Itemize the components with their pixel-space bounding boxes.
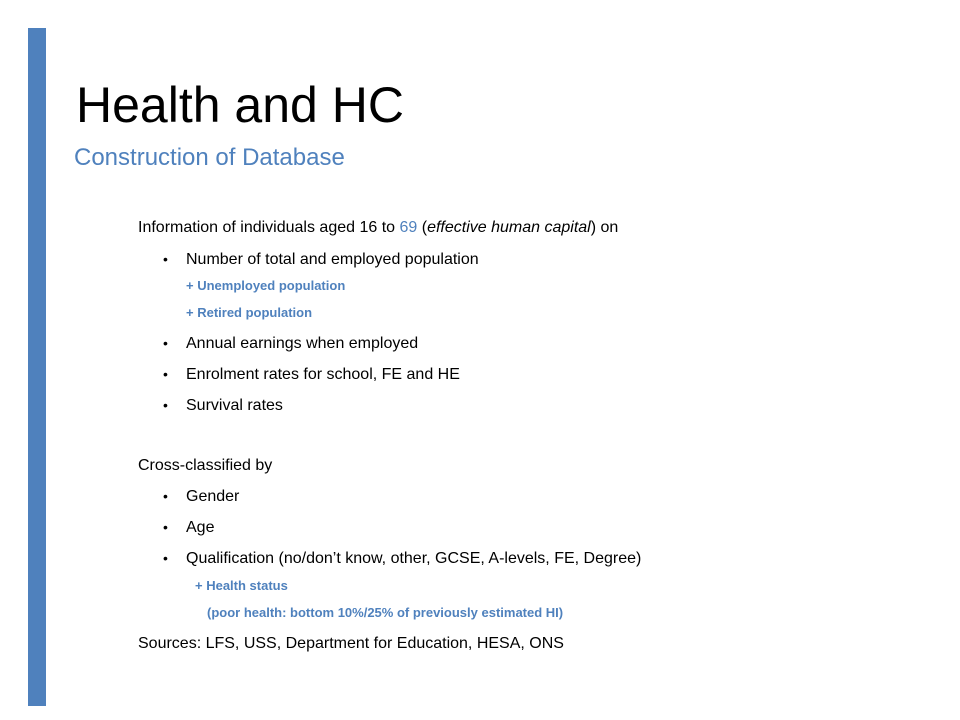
bullet-dot: • (163, 519, 168, 535)
bullet-dot: • (163, 550, 168, 566)
list-item (163, 486, 240, 507)
list-item (163, 249, 479, 270)
information-intro (138, 218, 618, 238)
list-item-label: Gender (186, 488, 240, 505)
addition-item: + Health status (195, 578, 288, 593)
addition-item: + Unemployed population (186, 278, 346, 293)
list-item-label: Enrolment rates for school, FE and HE (186, 366, 460, 383)
addition-item: (poor health: bottom 10%/25% of previously estimated HI) (207, 605, 564, 620)
list-item-label: Annual earnings when employed (186, 335, 419, 352)
list-item (163, 333, 419, 354)
intro-age-highlight: 69 (399, 219, 418, 236)
addition-item: + Retired population (186, 305, 313, 320)
bullet-dot: • (163, 488, 168, 504)
intro-middle: ( (417, 219, 428, 236)
list-item (163, 548, 642, 569)
list-item-label: Survival rates (186, 397, 283, 414)
intro-suffix: ) on (590, 219, 619, 236)
list-item-label: Age (186, 519, 215, 536)
bullet-dot: • (163, 366, 168, 382)
bullet-dot: • (163, 335, 168, 351)
list-item-label: Number of total and employed population (186, 251, 479, 268)
intro-italic: effective human capital (427, 219, 591, 236)
list-item (163, 364, 460, 385)
slide-subtitle: Construction of Database (74, 144, 345, 171)
sources-line: Sources: LFS, USS, Department for Education, HESA, ONS (138, 635, 564, 652)
list-item (163, 517, 215, 538)
intro-prefix: Information of individuals aged 16 to (138, 219, 400, 236)
cross-classified-heading: Cross-classified by (138, 457, 273, 474)
list-item-label: Qualification (no/don’t know, other, GCSE, A-levels, FE, Degree) (186, 550, 642, 567)
bullet-dot: • (163, 397, 168, 413)
list-item (163, 395, 283, 416)
slide-title: Health and HC (76, 77, 404, 133)
accent-bar (28, 28, 46, 706)
bullet-dot: • (163, 251, 168, 267)
